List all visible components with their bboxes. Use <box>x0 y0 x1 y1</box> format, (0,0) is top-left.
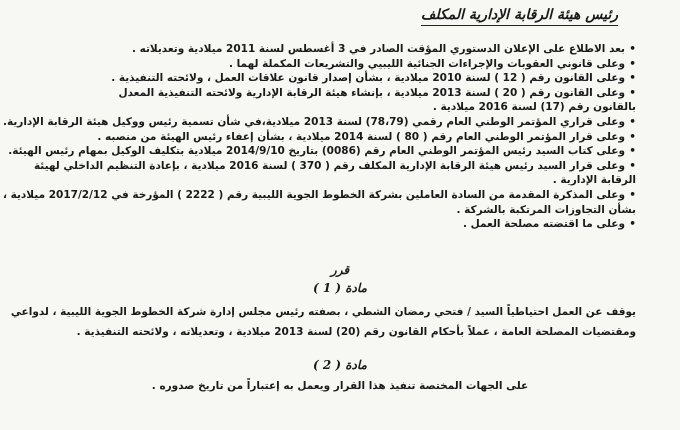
article-1-heading: مادة ( 1 ) <box>313 281 367 295</box>
preamble-item: • وعلى قرار المؤتمر الوطني العام رقم ( 80 ) لسنة 2014 ميلادية ، بشأن إعفاء رئيس الهيئة من منصبه . <box>24 130 636 145</box>
article-2-text-line: على الجهات المختصة تنفيذ هذا القرار ويعمل به إعتباراً من تاريخ صدوره . <box>151 380 529 392</box>
preamble-list <box>2 42 636 232</box>
preamble-item: • وعلى كتاب السيد رئيس المؤتمر الوطني العام رقم (0086) بتاريخ 2014/9/10 ميلادية بتكليف الوكيل بمهام رئيس الهيئة. <box>24 144 636 159</box>
preamble-item: • بعد الاطلاع على الإعلان الدستوري المؤقت الصادر في 3 أغسطس لسنة 2011 ميلادية وتعديلاته . <box>24 42 636 57</box>
preamble-item: • وعلى القانون رقم ( 20 ) لسنة 2013 ميلادية ، بإنشاء هيئة الرقابة الإدارية ولائحته التنفيذية المعدل <box>24 86 636 101</box>
page-title: رئيس هيئة الرقابة الإدارية المكلف <box>421 6 618 26</box>
preamble-item-continuation: بشأن التجاوزات المرتكبة بالشركة . <box>456 203 636 216</box>
preamble-item: • وعلى ما اقتضته مصلحة العمل . <box>24 217 636 232</box>
article-2-heading: مادة ( 2 ) <box>313 358 367 372</box>
preamble-item: • وعلى قانوني العقوبات والإجراءات الجنائية الليبيي والتشريعات المكملة لهما . <box>24 57 636 72</box>
preamble-item: • وعلى القانون رقم ( 12 ) لسنة 2010 ميلادية ، بشأن إصدار قانون علاقات العمل ، ولائحته التنفيذية . <box>24 71 636 86</box>
preamble-item: • وعلى قراري المؤتمر الوطني العام رقمي (78،79) لسنة 2013 ميلادية،في شأن تسمية رئيس ووكيل هيئة الرقابة الإدارية. <box>24 115 636 130</box>
preamble-item: • وعلى قرار السيد رئيس هيئة الرقابة الإدارية المكلف رقم ( 370 ) لسنة 2016 ميلادية ، بإعادة التنظيم الداخلي لهيئة <box>24 159 636 174</box>
preamble-item-continuation: بالقانون رقم (17) لسنة 2016 ميلادية . <box>432 101 636 114</box>
preamble-item-continuation: الرقابة الإدارية . <box>552 174 636 187</box>
article-1-text-line: ومقتضيات المصلحة العامة ، عملاً بأحكام القانون رقم (20) لسنة 2013 ميلادية ، وتعديلاته ، ولائحته التنفيذية . <box>76 326 636 338</box>
preamble-item: • وعلى المذكرة المقدمة من السادة العاملين بشركة الخطوط الجوية الليبية رقم ( 2222 ) المؤرخة في 2017/2/12 ميلادية ، <box>24 188 636 203</box>
decision-heading: قرر <box>330 263 350 277</box>
article-1-text-line: يوقف عن العمل احتياطياً السيد / فتحي رمضان الشطي ، بصفته رئيس مجلس إدارة شركة الخطوط الجوية الليبية ، لدواعي <box>10 306 636 318</box>
